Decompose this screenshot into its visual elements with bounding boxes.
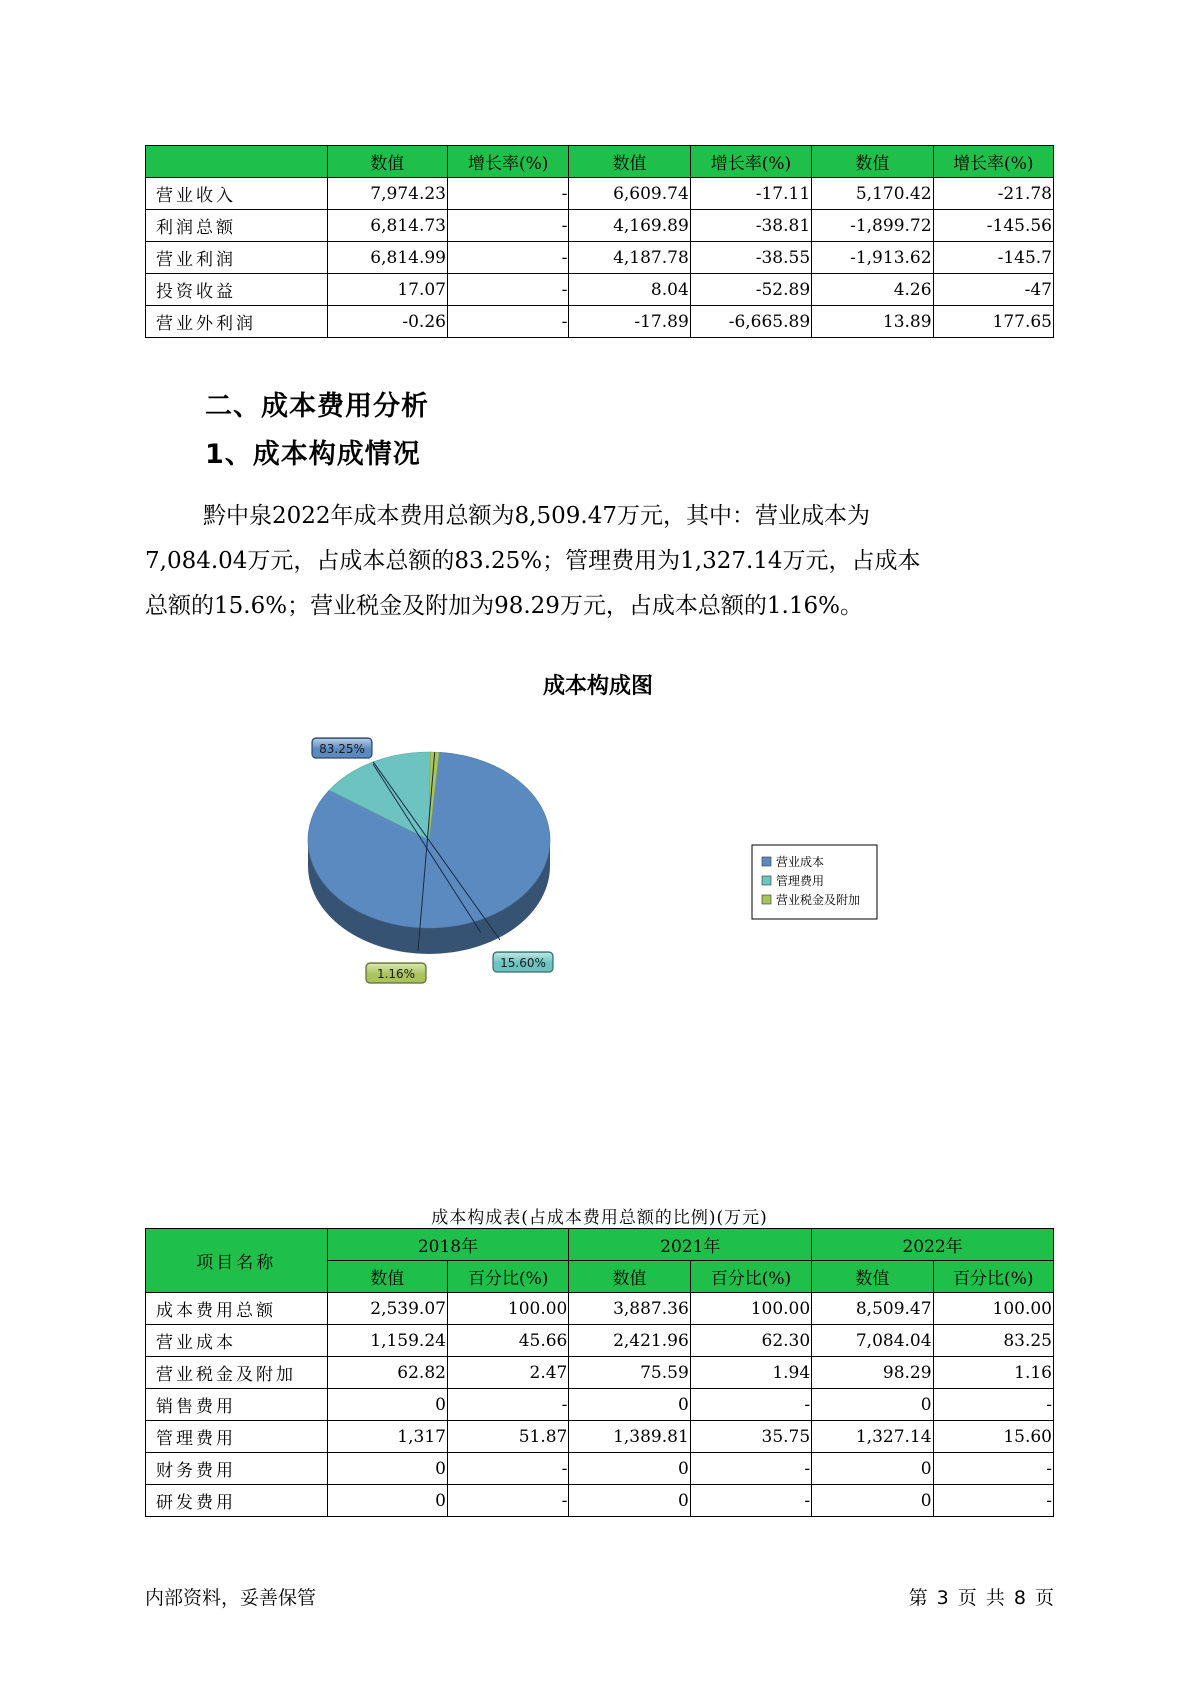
table-cell: 7,974.23 [327,178,447,210]
table-cell: 0 [327,1485,447,1517]
row-label: 管理费用 [146,1421,328,1453]
legend-swatch [762,876,771,885]
column-header: 数值 [327,146,447,178]
row-label: 营业成本 [146,1325,328,1357]
column-header: 百分比(%) [933,1261,1053,1293]
table-cell: 2.47 [447,1357,568,1389]
table-cell: -145.56 [933,210,1053,242]
table-cell: 0 [569,1485,690,1517]
table-cell: 100.00 [690,1293,811,1325]
column-header: 数值 [569,146,690,178]
column-header: 增长率(%) [690,146,811,178]
row-label: 营业外利润 [146,306,328,338]
table-cell: -145.7 [933,242,1053,274]
row-label: 利润总额 [146,210,328,242]
table-cell: 2,539.07 [327,1293,447,1325]
table-cell: 2,421.96 [569,1325,690,1357]
column-header: 增长率(%) [447,146,568,178]
table-cell: -47 [933,274,1053,306]
table-cell: 4.26 [812,274,933,306]
pie-data-label: 15.60% [500,956,546,970]
table-cell: 3,887.36 [569,1293,690,1325]
table-cell: - [447,1485,568,1517]
table-row [146,1453,1054,1485]
subsection-heading: 1、成本构成情况 [205,439,421,470]
column-header: 增长率(%) [933,146,1053,178]
table-cell: 4,169.89 [569,210,690,242]
row-label: 营业收入 [146,178,328,210]
table-cell: 13.89 [812,306,933,338]
table-cell: 1.16 [933,1357,1053,1389]
paragraph-line: 黔中泉2022年成本费用总额为8,509.47万元，其中：营业成本为 [203,503,870,529]
table-cell: -17.11 [690,178,811,210]
column-header: 数值 [812,146,933,178]
table-cell: -0.26 [327,306,447,338]
legend-label: 管理费用 [776,874,825,888]
table-cell: 1,317 [327,1421,447,1453]
table-cell: 35.75 [690,1421,811,1453]
table-cell: - [690,1453,811,1485]
table-cell: 45.66 [447,1325,568,1357]
table-cell: 6,814.99 [327,242,447,274]
column-header: 百分比(%) [447,1261,568,1293]
table-cell: 0 [812,1453,933,1485]
table-cell: -6,665.89 [690,306,811,338]
table-cell: 0 [327,1389,447,1421]
table-cell: - [933,1389,1053,1421]
table-row [146,1485,1054,1517]
column-header: 百分比(%) [690,1261,811,1293]
row-label: 财务费用 [146,1453,328,1485]
year-header: 2022年 [812,1229,1054,1261]
table-cell: 62.30 [690,1325,811,1357]
table-cell: 98.29 [812,1357,933,1389]
row-label: 销售费用 [146,1389,328,1421]
legend-label: 营业成本 [776,855,825,869]
table-cell: 177.65 [933,306,1053,338]
chart-legend [752,845,877,919]
table-cell: - [447,306,568,338]
table-cell: 62.82 [327,1357,447,1389]
table-cell: 0 [569,1453,690,1485]
table-cell: - [933,1485,1053,1517]
table-cell: -21.78 [933,178,1053,210]
table-cell: 83.25 [933,1325,1053,1357]
pie-data-label: 83.25% [319,742,365,756]
table-row [146,1325,1054,1357]
table-cell: -38.81 [690,210,811,242]
section-heading: 二、成本费用分析 [205,391,429,422]
table-cell: 0 [812,1389,933,1421]
column-header: 数值 [327,1261,447,1293]
pie-data-label: 1.16% [376,967,416,981]
table-cell: 1,159.24 [327,1325,447,1357]
table-cell: 17.07 [327,274,447,306]
paragraph-line: 总额的15.6%；营业税金及附加为98.29万元，占成本总额的1.16%。 [145,593,863,619]
table-cell: 4,187.78 [569,242,690,274]
legend-swatch [762,857,771,866]
year-header: 2018年 [327,1229,569,1261]
legend-swatch [762,895,771,904]
table-cell: 100.00 [447,1293,568,1325]
table-cell: 75.59 [569,1357,690,1389]
table-cell: 51.87 [447,1421,568,1453]
table-cell: 8.04 [569,274,690,306]
legend-label: 营业税金及附加 [776,893,861,907]
row-label: 研发费用 [146,1485,328,1517]
table-cell: - [447,274,568,306]
table-cell: 0 [327,1453,447,1485]
table-cell: - [690,1389,811,1421]
table-row [146,1293,1054,1325]
table-cell: 7,084.04 [812,1325,933,1357]
table-cell: 5,170.42 [812,178,933,210]
table-header-row [146,1229,1054,1261]
table-cell: - [690,1485,811,1517]
table-cell: 100.00 [933,1293,1053,1325]
table-cell: -1,899.72 [812,210,933,242]
table-caption: 成本构成表(占成本费用总额的比例)(万元) [431,1208,768,1228]
table-cell: 0 [569,1389,690,1421]
row-label: 投资收益 [146,274,328,306]
table-row [146,1389,1054,1421]
table-cell: - [447,242,568,274]
table-cell: -38.55 [690,242,811,274]
table-cell: - [447,178,568,210]
table-row [146,1357,1054,1389]
table-cell: - [447,210,568,242]
column-header: 数值 [569,1261,690,1293]
table-cell: 1,327.14 [812,1421,933,1453]
table-cell: - [447,1389,568,1421]
table-cell: 1,389.81 [569,1421,690,1453]
column-header: 项目名称 [146,1229,328,1293]
table-cell: - [447,1453,568,1485]
row-label: 营业利润 [146,242,328,274]
row-label: 营业税金及附加 [146,1357,328,1389]
footer-confidential-note: 内部资料，妥善保管 [145,1587,317,1609]
table-cell: 15.60 [933,1421,1053,1453]
chart-title: 成本构成图 [542,674,654,699]
table-cell: 6,609.74 [569,178,690,210]
paragraph-line: 7,084.04万元，占成本总额的83.25%；管理费用为1,327.14万元，占成本 [145,548,921,574]
column-header: 数值 [812,1261,933,1293]
table-cell: -17.89 [569,306,690,338]
table-cell: 6,814.73 [327,210,447,242]
footer-page-number: 第 3 页 共 8 页 [908,1587,1054,1609]
table-cell: - [933,1453,1053,1485]
table-cell: -1,913.62 [812,242,933,274]
table-cell: 0 [812,1485,933,1517]
table-cell: 8,509.47 [812,1293,933,1325]
table-row [146,1421,1054,1453]
year-header: 2021年 [569,1229,812,1261]
row-label: 成本费用总额 [146,1293,328,1325]
table-cell: 1.94 [690,1357,811,1389]
cost-structure-table [145,1228,1054,1517]
table-cell: -52.89 [690,274,811,306]
